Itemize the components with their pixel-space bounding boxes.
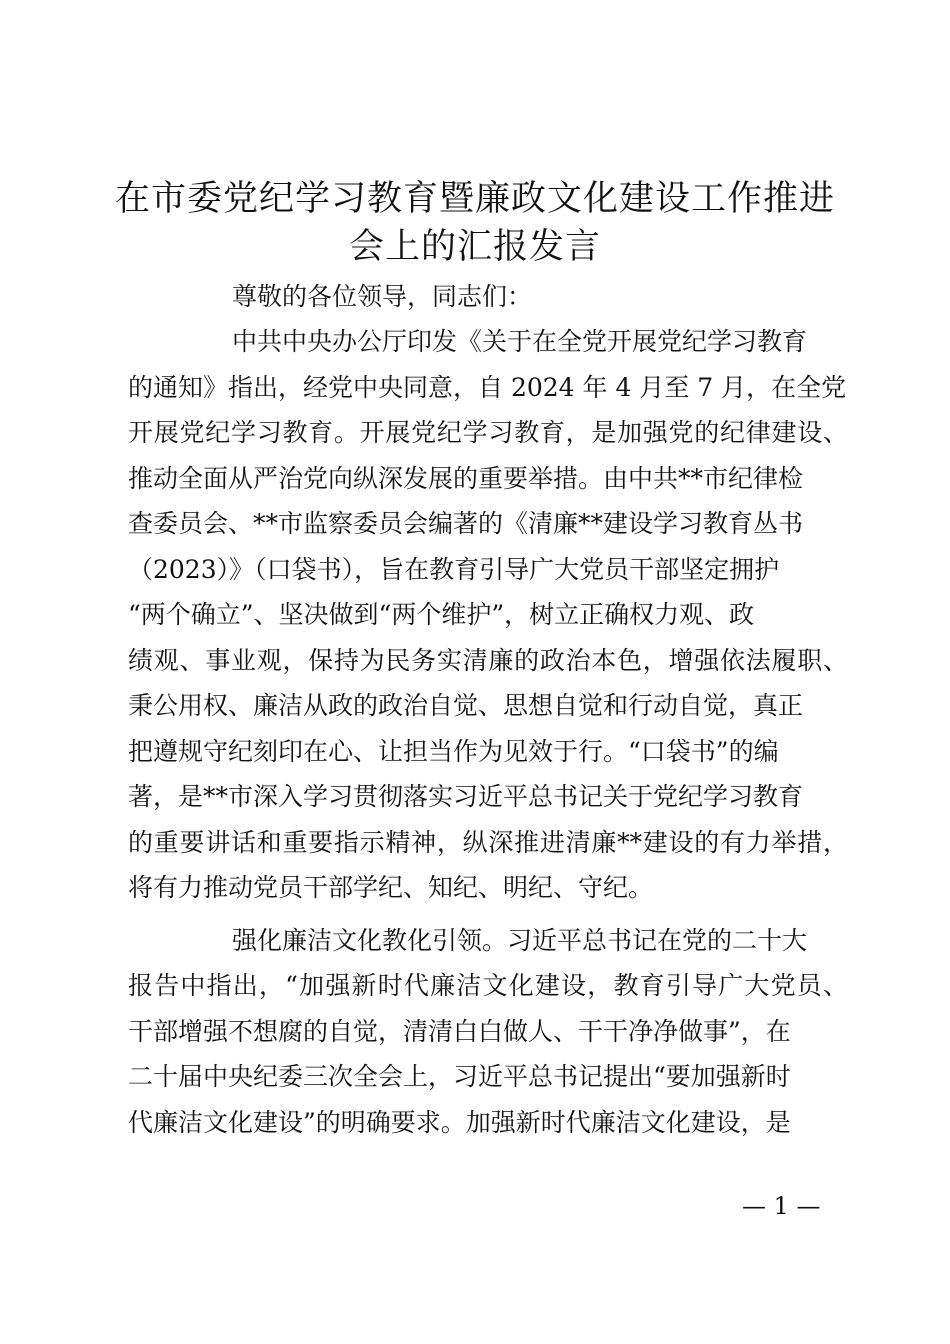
paragraph-1-line-3: 开展党纪学习教育。开展党纪学习教育，是加强党的纪律建设、: [128, 418, 848, 447]
document-title-line-1: 在市委党纪学习教育暨廉政文化建设工作推进: [114, 179, 835, 219]
paragraph-1-line-13: 将有力推动党员干部学纪、知纪、明纪、守纪。: [128, 873, 654, 902]
paragraph-1-line-10: 把遵规守纪刻印在心、让担当作为见效于行。“口袋书”的编: [128, 737, 779, 766]
paragraph-1-line-1: 中共中央办公厅印发《关于在全党开展党纪学习教育: [232, 327, 808, 356]
paragraph-2-line-4: 二十届中央纪委三次全会上，习近平总书记提出“要加强新时: [128, 1062, 791, 1091]
paragraph-1-line-11: 著，是**市深入学习贯彻落实习近平总书记关于党纪学习教育: [128, 782, 804, 811]
paragraph-1-line-7: “两个确立”、坚决做到“两个维护”，树立正确权力观、政: [128, 600, 755, 629]
document-title-line-2: 会上的汇报发言: [348, 227, 601, 267]
paragraph-2-line-5: 代廉洁文化建设”的明确要求。加强新时代廉洁文化建设，是: [128, 1108, 791, 1137]
paragraph-2-line-3: 干部增强不想腐的自觉，清清白白做人、干干净净做事”，在: [128, 1017, 791, 1046]
page-number: — 1 —: [742, 1192, 821, 1220]
paragraph-1-line-6: （2023）》（口袋书），旨在教育引导广大党员干部坚定拥护: [128, 555, 780, 584]
paragraph-1-line-2: 的通知》指出，经党中央同意，自 2024 年 4 月至 7 月，在全党: [128, 373, 847, 402]
paragraph-1-line-4: 推动全面从严治党向纵深发展的重要举措。由中共**市纪律检: [128, 464, 804, 493]
paragraph-2-line-1: 强化廉洁文化教化引领。习近平总书记在党的二十大: [232, 926, 808, 955]
paragraph-1-line-8: 绩观、事业观，保持为民务实清廉的政治本色，增强依法履职、: [128, 646, 848, 675]
paragraph-1-line-5: 查委员会、**市监察委员会编著的《清廉**建设学习教育丛书: [128, 509, 804, 538]
paragraph-1-line-12: 的重要讲话和重要指示精神，纵深推进清廉**建设的有力举措，: [128, 828, 848, 857]
salutation: 尊敬的各位领导，同志们：: [232, 282, 533, 311]
paragraph-2-line-2: 报告中指出，“加强新时代廉洁文化建设，教育引导广大党员、: [128, 971, 848, 1000]
paragraph-1-line-9: 秉公用权、廉洁从政的政治自觉、思想自觉和行动自觉，真正: [128, 691, 804, 720]
